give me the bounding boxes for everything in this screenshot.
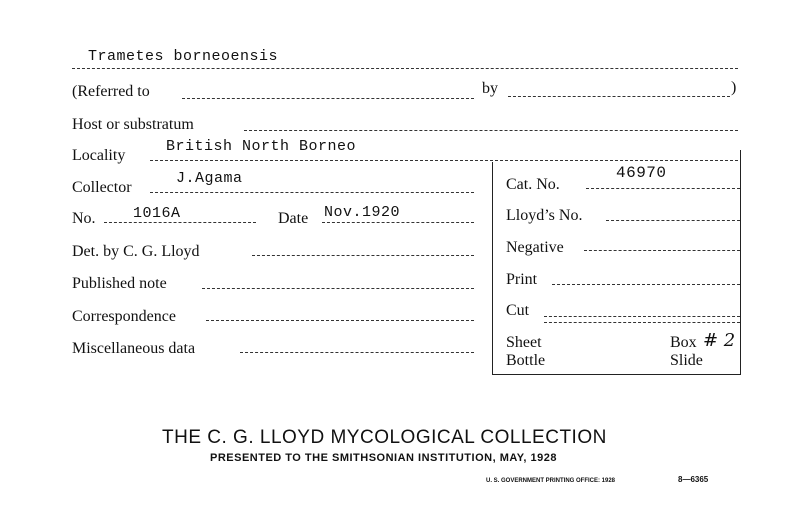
det-by-line <box>252 255 474 256</box>
no-line <box>104 222 256 223</box>
host-line <box>244 130 738 131</box>
close-paren: ) <box>731 79 737 96</box>
sheet-label: Sheet <box>506 334 542 351</box>
published-note-label: Published note <box>72 275 167 292</box>
collector-value: J.Agama <box>176 170 243 187</box>
locality-label: Locality <box>72 147 126 164</box>
misc-data-label: Miscellaneous data <box>72 340 196 357</box>
date-label: Date <box>278 210 309 227</box>
date-value: Nov.1920 <box>324 204 401 221</box>
collector-label: Collector <box>72 179 132 196</box>
correspondence-line <box>206 320 474 321</box>
negative-line <box>584 250 740 251</box>
published-note-line <box>202 288 474 289</box>
by-line <box>508 96 730 97</box>
bottle-label: Bottle <box>506 352 546 369</box>
cut-label: Cut <box>506 302 530 319</box>
cat-no-line <box>586 188 740 189</box>
locality-line <box>150 160 738 161</box>
no-value: 1016A <box>133 205 181 222</box>
print-label: Print <box>506 271 538 288</box>
species-name: Trametes borneoensis <box>88 48 279 65</box>
negative-label: Negative <box>506 239 564 256</box>
no-label: No. <box>72 210 96 227</box>
box-bottom-border <box>492 374 740 375</box>
lloyds-no-line <box>606 220 740 221</box>
box-label: Box <box>670 334 697 351</box>
lloyds-no-label: Lloyd’s No. <box>506 207 583 224</box>
print-line <box>552 284 740 285</box>
box-value: # 2 <box>703 330 736 351</box>
cut-line-2 <box>544 322 740 323</box>
date-line <box>322 222 474 223</box>
locality-value: British North Borneo <box>166 138 357 155</box>
collector-line <box>150 192 474 193</box>
by-label: by <box>482 80 498 97</box>
printing-office-note: U. S. GOVERNMENT PRINTING OFFICE: 1928 <box>486 478 616 484</box>
cat-no-label: Cat. No. <box>506 176 560 193</box>
form-code: 8—6365 <box>678 475 709 484</box>
box-right-border <box>740 150 741 375</box>
slide-label: Slide <box>670 352 703 369</box>
referred-to-label: (Referred to <box>72 83 150 100</box>
correspondence-label: Correspondence <box>72 308 176 325</box>
species-line <box>72 68 738 69</box>
det-by-label: Det. by C. G. Lloyd <box>72 243 200 260</box>
cut-line <box>544 316 740 317</box>
footer-subtitle: PRESENTED TO THE SMITHSONIAN INSTITUTION, MAY, 1928 <box>210 452 557 464</box>
cat-no-value: 46970 <box>616 164 667 182</box>
box-left-border <box>492 162 493 374</box>
referred-to-line <box>182 98 474 99</box>
misc-data-line <box>240 352 474 353</box>
host-label: Host or substratum <box>72 116 194 133</box>
footer-title: THE C. G. LLOYD MYCOLOGICAL COLLECTION <box>162 427 607 448</box>
